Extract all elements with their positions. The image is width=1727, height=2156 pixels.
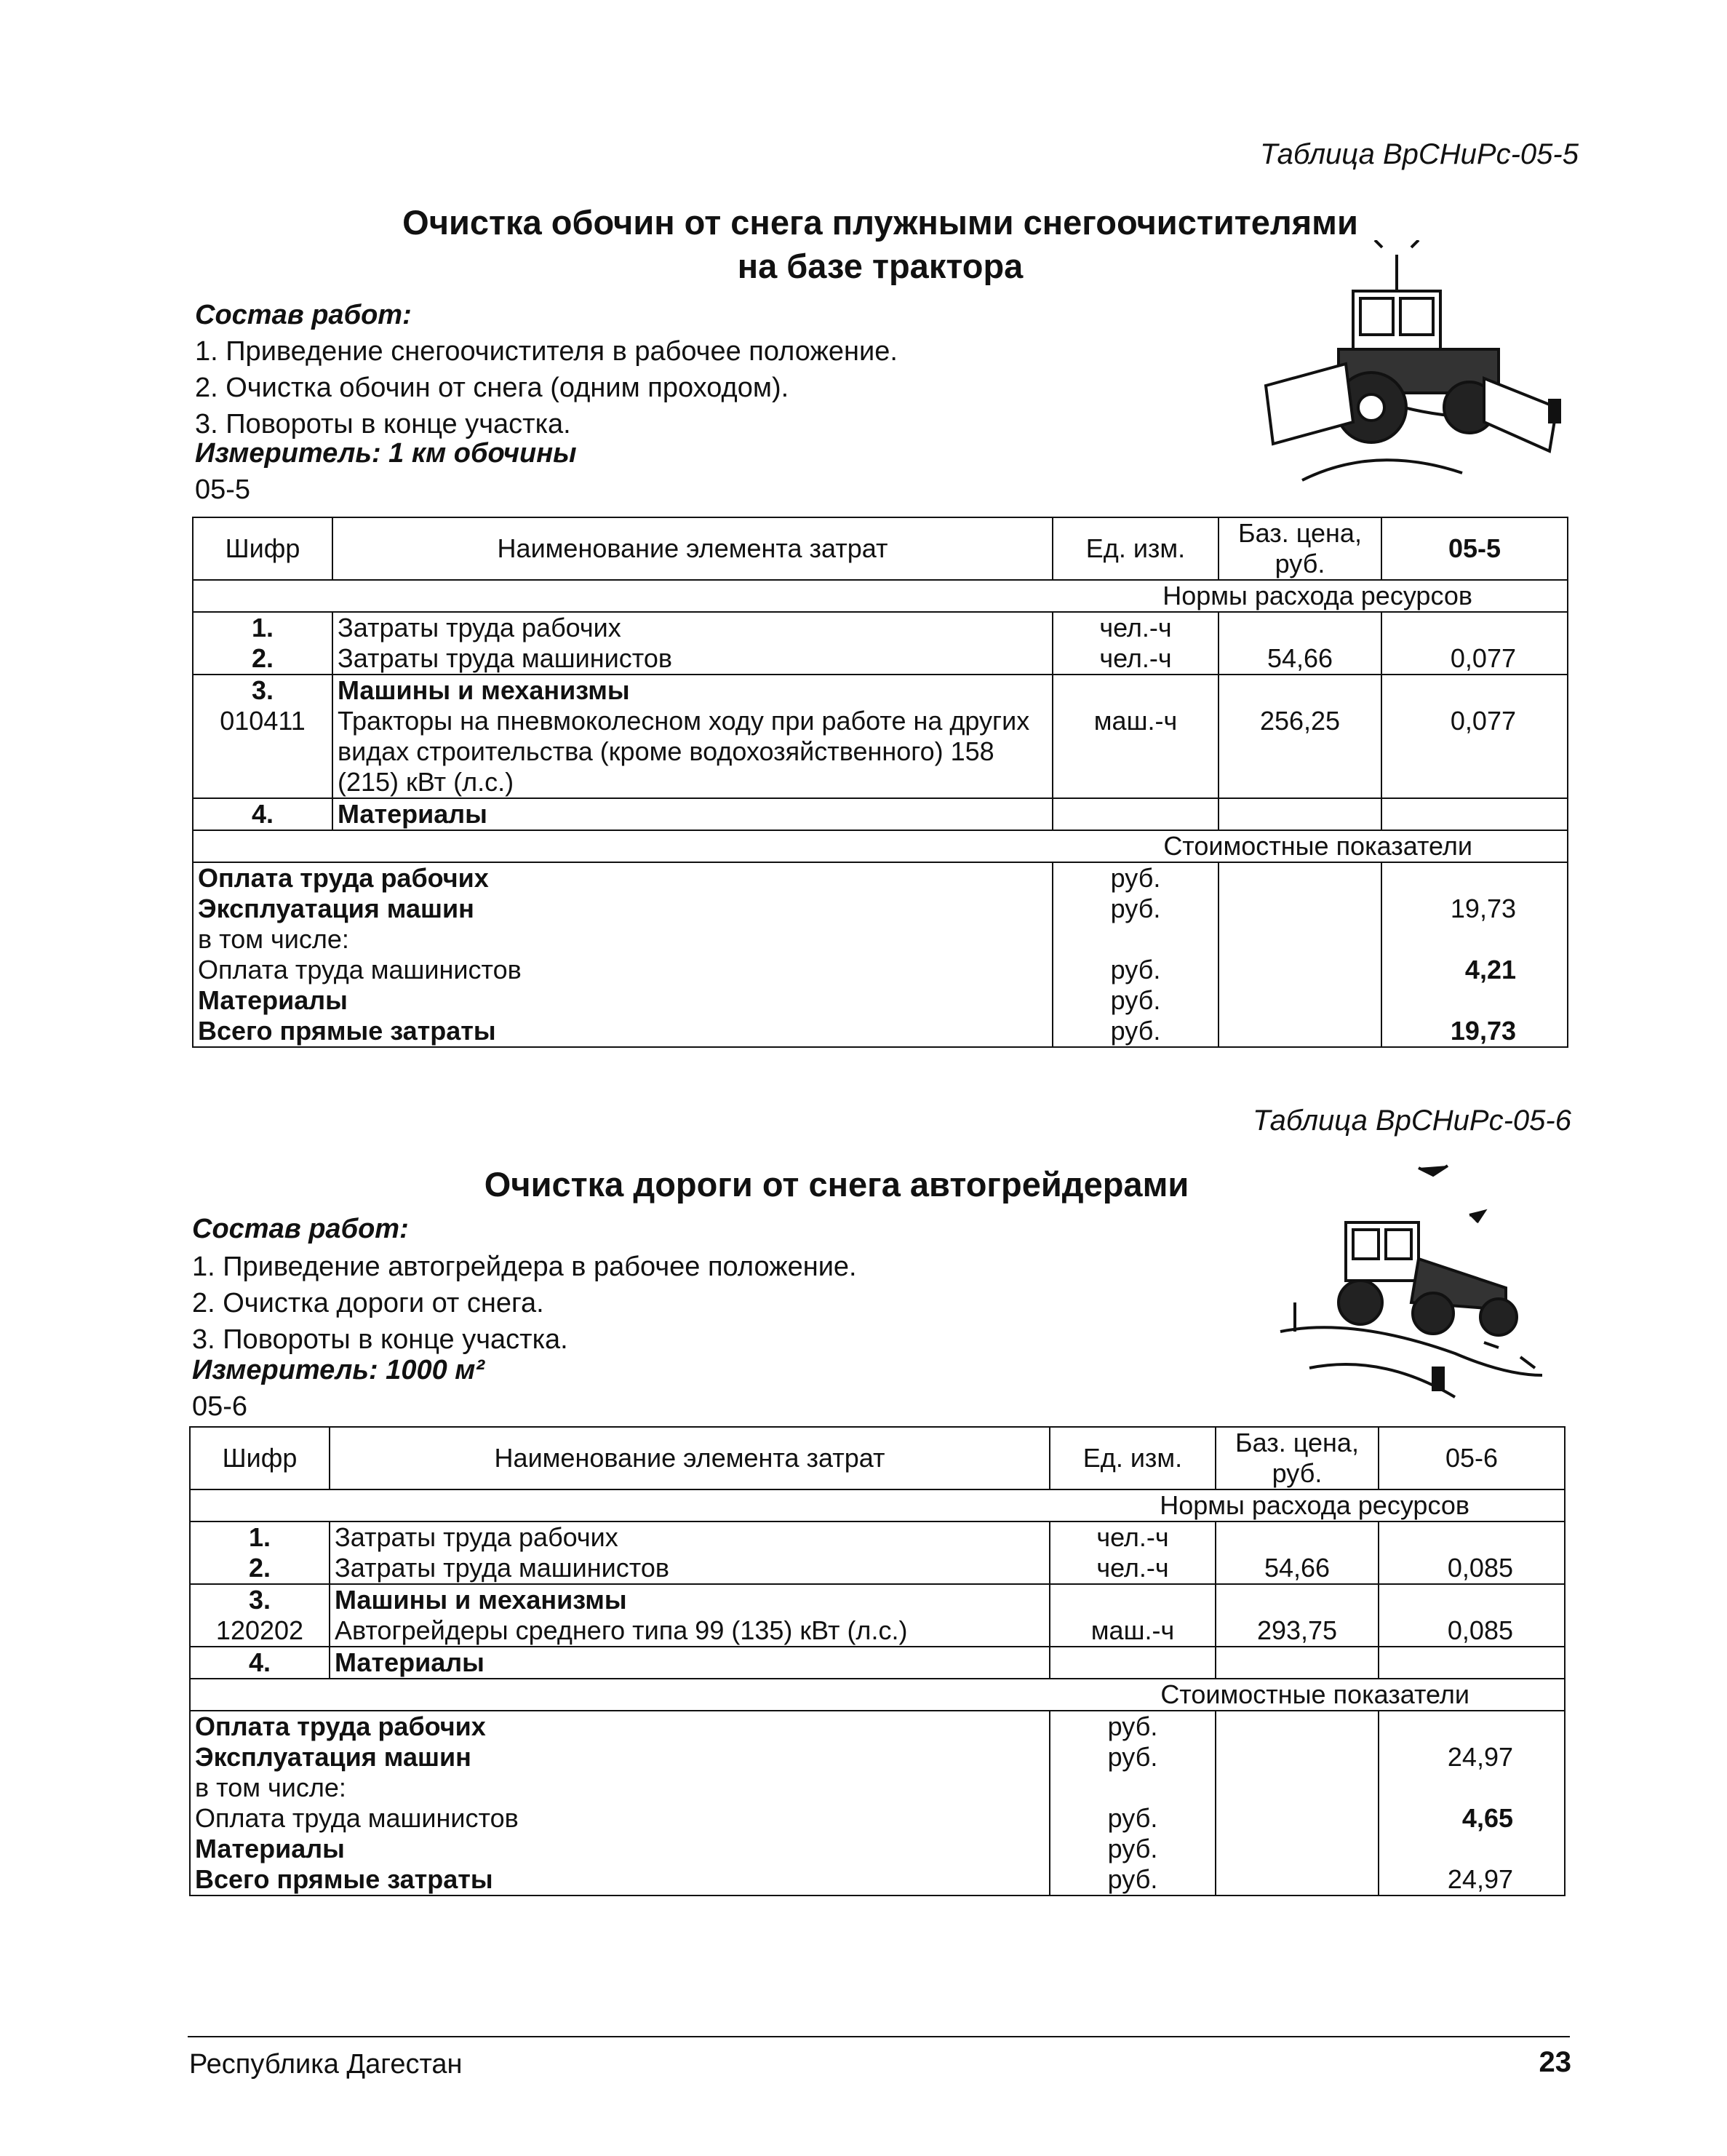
table-row — [193, 612, 1568, 643]
cost-label: Стоимостные показатели — [190, 1679, 1565, 1711]
table-code: 05-5 — [195, 474, 251, 505]
row-name: Машины и механизмы — [332, 675, 1053, 706]
row-num: 4. — [193, 798, 332, 830]
measure-label: Измеритель: 1000 м² — [192, 1355, 485, 1385]
row-value: 0,085 — [1379, 1553, 1565, 1584]
cost-value — [1379, 1711, 1565, 1742]
cost-unit: руб. — [1050, 1711, 1216, 1742]
table-row — [193, 798, 1568, 830]
cost-name: в том числе: — [193, 924, 1053, 955]
work-item: 3. Повороты в конце участка. — [195, 409, 571, 439]
row-price — [1216, 1647, 1379, 1679]
cost-empty — [1216, 1711, 1379, 1742]
row-unit: чел.-ч — [1053, 612, 1219, 643]
row-name: Затраты труда рабочих — [330, 1521, 1050, 1553]
cost-empty — [1216, 1803, 1379, 1834]
header-shifr: Шифр — [190, 1427, 330, 1489]
snowplow-tractor-illustration — [1244, 240, 1586, 517]
row-unit — [1053, 675, 1219, 706]
cost-name: Оплата труда машинистов — [193, 955, 1053, 985]
table-row — [193, 675, 1568, 706]
cost-unit — [1053, 924, 1219, 955]
sostav-label: Состав работ: — [195, 300, 412, 330]
cost-row — [190, 1834, 1565, 1864]
cost-row — [190, 1803, 1565, 1834]
cost-name: Эксплуатация машин — [193, 894, 1053, 924]
section-title-05-6: Очистка дороги от снега автогрейдерами — [484, 1165, 1189, 1204]
cost-name: Всего прямые затраты — [193, 1016, 1053, 1047]
row-name: Автогрейдеры среднего типа 99 (135) кВт (л.с.) — [330, 1615, 1050, 1647]
row-unit — [1050, 1647, 1216, 1679]
cost-row — [190, 1711, 1565, 1742]
cost-empty — [1219, 1016, 1381, 1047]
row-unit: маш.-ч — [1053, 706, 1219, 798]
cost-value: 4,21 — [1381, 955, 1568, 985]
row-num: 4. — [190, 1647, 330, 1679]
cost-unit: руб. — [1053, 955, 1219, 985]
cost-empty — [1216, 1742, 1379, 1773]
measure-label: Измеритель: 1 км обочины — [195, 438, 577, 469]
work-item: 2. Очистка обочин от снега (одним проходом). — [195, 373, 789, 403]
cost-empty — [1219, 862, 1381, 894]
row-num: 3. — [190, 1584, 330, 1615]
cost-row — [193, 862, 1568, 894]
row-price: 54,66 — [1219, 643, 1381, 675]
work-item: 1. Приведение автогрейдера в рабочее положение. — [192, 1252, 857, 1282]
cost-row — [193, 1016, 1568, 1047]
row-price: 293,75 — [1216, 1615, 1379, 1647]
table-row — [190, 1647, 1565, 1679]
cost-value — [1381, 985, 1568, 1016]
cost-name: Всего прямые затраты — [190, 1864, 1050, 1896]
row-price — [1216, 1521, 1379, 1553]
cost-empty — [1216, 1864, 1379, 1896]
row-value: 0,085 — [1379, 1615, 1565, 1647]
row-unit: чел.-ч — [1050, 1521, 1216, 1553]
table-header-row — [190, 1427, 1565, 1489]
cost-value: 4,65 — [1379, 1803, 1565, 1834]
norms-row — [193, 580, 1568, 612]
row-num: 3. — [193, 675, 332, 706]
row-unit: чел.-ч — [1050, 1553, 1216, 1584]
cost-label-row — [193, 830, 1568, 862]
row-name: Затраты труда рабочих — [332, 612, 1053, 643]
motor-grader-illustration — [1266, 1157, 1571, 1426]
row-price — [1219, 675, 1381, 706]
table-label-05-5: Таблица ВрСНиРс-05-5 — [1260, 138, 1579, 170]
row-price: 256,25 — [1219, 706, 1381, 798]
row-value — [1379, 1521, 1565, 1553]
cost-unit: руб. — [1053, 894, 1219, 924]
header-shifr: Шифр — [193, 517, 332, 580]
cost-row — [193, 924, 1568, 955]
row-value — [1381, 675, 1568, 706]
cost-unit: руб. — [1053, 862, 1219, 894]
work-item: 1. Приведение снегоочистителя в рабочее положение. — [195, 336, 898, 367]
footer-region: Республика Дагестан — [189, 2049, 463, 2080]
cost-unit: руб. — [1050, 1864, 1216, 1896]
row-value: 0,077 — [1381, 706, 1568, 798]
table-row — [190, 1584, 1565, 1615]
row-value — [1379, 1584, 1565, 1615]
cost-unit: руб. — [1053, 985, 1219, 1016]
cost-unit: руб. — [1050, 1742, 1216, 1773]
cost-unit — [1050, 1773, 1216, 1803]
row-value: 0,077 — [1381, 643, 1568, 675]
cost-unit: руб. — [1050, 1803, 1216, 1834]
row-name: Материалы — [330, 1647, 1050, 1679]
cost-value: 24,97 — [1379, 1864, 1565, 1896]
norms-label: Нормы расхода ресурсов — [190, 1489, 1565, 1521]
header-name: Наименование элемента затрат — [330, 1427, 1050, 1489]
header-name: Наименование элемента затрат — [332, 517, 1053, 580]
title-line-2: на базе трактора — [737, 247, 1024, 285]
header-unit: Ед. изм. — [1050, 1427, 1216, 1489]
row-name: Машины и механизмы — [330, 1584, 1050, 1615]
cost-table-05-5 — [192, 517, 1568, 1048]
cost-row — [193, 894, 1568, 924]
row-num: 1. — [190, 1521, 330, 1553]
header-unit: Ед. изм. — [1053, 517, 1219, 580]
cost-table-05-6 — [189, 1426, 1566, 1896]
row-name: Затраты труда машинистов — [330, 1553, 1050, 1584]
table-header-row — [193, 517, 1568, 580]
row-unit — [1050, 1584, 1216, 1615]
norms-row — [190, 1489, 1565, 1521]
row-num: 010411 — [193, 706, 332, 798]
table-row — [193, 643, 1568, 675]
header-price: Баз. цена, руб. — [1216, 1427, 1379, 1489]
cost-row — [190, 1742, 1565, 1773]
row-price — [1219, 798, 1381, 830]
row-unit — [1053, 798, 1219, 830]
sostav-label: Состав работ: — [192, 1214, 409, 1244]
cost-empty — [1219, 924, 1381, 955]
cost-name: Оплата труда рабочих — [190, 1711, 1050, 1742]
row-name: Материалы — [332, 798, 1053, 830]
row-name: Тракторы на пневмоколесном ходу при работе на других видах строительства (кроме водохозяйственного) 158 (215) кВт (л.с.) — [332, 706, 1053, 798]
row-price: 54,66 — [1216, 1553, 1379, 1584]
table-row — [190, 1553, 1565, 1584]
row-price — [1216, 1584, 1379, 1615]
cost-row — [190, 1773, 1565, 1803]
work-list — [192, 1249, 1211, 1358]
cost-row — [190, 1864, 1565, 1896]
work-list — [195, 333, 1213, 442]
table-row — [190, 1615, 1565, 1647]
row-num: 1. — [193, 612, 332, 643]
cost-name: Материалы — [193, 985, 1053, 1016]
row-name: Затраты труда машинистов — [332, 643, 1053, 675]
work-item: 2. Очистка дороги от снега. — [192, 1288, 544, 1318]
cost-name: Эксплуатация машин — [190, 1742, 1050, 1773]
row-num: 2. — [193, 643, 332, 675]
table-label-05-6: Таблица ВрСНиРс-05-6 — [1253, 1105, 1571, 1137]
row-value — [1379, 1647, 1565, 1679]
table-code: 05-6 — [192, 1391, 248, 1422]
header-price: Баз. цена, руб. — [1219, 517, 1381, 580]
cost-name: Оплата труда рабочих — [193, 862, 1053, 894]
footer-divider — [188, 2036, 1570, 2037]
cost-value — [1381, 924, 1568, 955]
row-num: 120202 — [190, 1615, 330, 1647]
row-value — [1381, 612, 1568, 643]
cost-value — [1379, 1834, 1565, 1864]
cost-row — [193, 985, 1568, 1016]
row-unit: чел.-ч — [1053, 643, 1219, 675]
cost-name: в том числе: — [190, 1773, 1050, 1803]
cost-unit: руб. — [1053, 1016, 1219, 1047]
header-code: 05-6 — [1379, 1427, 1565, 1489]
cost-value: 19,73 — [1381, 894, 1568, 924]
cost-row — [193, 955, 1568, 985]
row-price — [1219, 612, 1381, 643]
cost-empty — [1216, 1834, 1379, 1864]
cost-empty — [1216, 1773, 1379, 1803]
cost-empty — [1219, 985, 1381, 1016]
norms-label: Нормы расхода ресурсов — [193, 580, 1568, 612]
cost-unit: руб. — [1050, 1834, 1216, 1864]
cost-value: 24,97 — [1379, 1742, 1565, 1773]
row-unit: маш.-ч — [1050, 1615, 1216, 1647]
cost-value — [1379, 1773, 1565, 1803]
cost-label: Стоимостные показатели — [193, 830, 1568, 862]
cost-value: 19,73 — [1381, 1016, 1568, 1047]
cost-label-row — [190, 1679, 1565, 1711]
row-num: 2. — [190, 1553, 330, 1584]
page-number: 23 — [1539, 2046, 1571, 2078]
row-value — [1381, 798, 1568, 830]
cost-name: Оплата труда машинистов — [190, 1803, 1050, 1834]
table-row — [190, 1521, 1565, 1553]
cost-name: Материалы — [190, 1834, 1050, 1864]
cost-empty — [1219, 955, 1381, 985]
header-code: 05-5 — [1381, 517, 1568, 580]
cost-empty — [1219, 894, 1381, 924]
cost-value — [1381, 862, 1568, 894]
work-item: 3. Повороты в конце участка. — [192, 1324, 568, 1355]
table-row — [193, 706, 1568, 798]
title-line-1: Очистка обочин от снега плужными снегоочистителями — [402, 203, 1358, 242]
